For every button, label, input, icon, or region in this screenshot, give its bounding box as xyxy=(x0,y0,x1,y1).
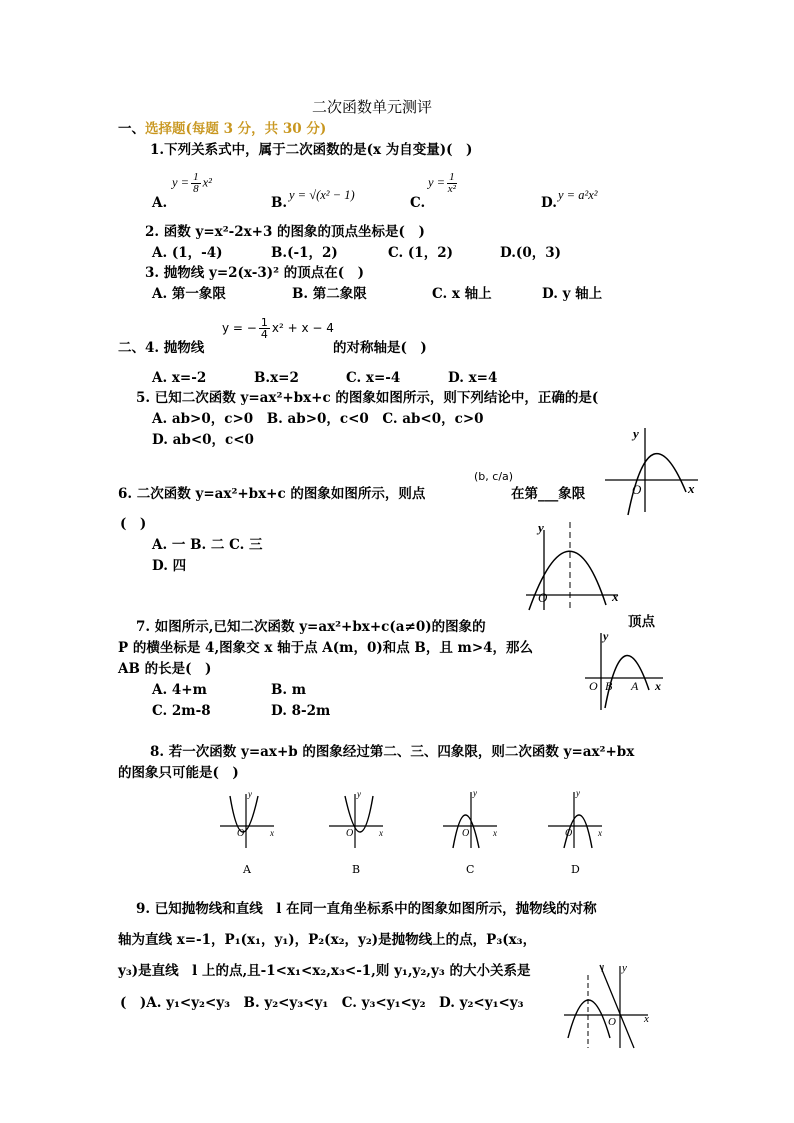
point-b-label: B xyxy=(605,679,613,693)
svg-text:y: y xyxy=(357,789,361,799)
q9-line1: 9. 已知抛物线和直线 l 在同一直角坐标系中的图象如图所示，抛物线的对称 xyxy=(136,901,597,917)
q4-option-a: A. x=-2 xyxy=(152,370,207,386)
q6-graph xyxy=(524,520,634,610)
q7-option-b: B. m xyxy=(271,682,307,698)
q1-formula-a: y = $\frac{1}{8}$ x² xyxy=(172,171,212,195)
q2-option-c: C. (1，2) xyxy=(388,245,453,261)
q2-option-a: A. (1，-4) xyxy=(152,245,223,261)
q3-option-a: A. 第一象限 xyxy=(152,286,226,302)
point-a-label: A xyxy=(631,679,639,693)
q7-option-d: D. 8-2m xyxy=(271,703,331,719)
q4-option-d: D. x=4 xyxy=(448,370,498,386)
q7-line1-tail: 顶点 xyxy=(628,614,655,630)
q4-suffix: 的对称轴是( ) xyxy=(333,340,427,356)
q8-graph-b xyxy=(327,788,387,850)
section-prefix: 一、 xyxy=(118,121,145,137)
q4-formula: y = − $\frac{1}{4}$ x² + x − 4 xyxy=(222,316,334,341)
q7-line3: AB 的长是( ) xyxy=(118,661,212,677)
x-axis-label: x xyxy=(612,589,619,604)
y-axis-label: y xyxy=(633,426,639,441)
q8-graph-a xyxy=(218,788,278,850)
svg-text:O: O xyxy=(462,828,470,839)
q8-graph-label-b: B xyxy=(352,863,361,876)
q9-line2: 轴为直线 x=-1，P₁(x₁，y₁)，P₂(x₂，y₂)是抛物线上的点，P₃(x₃， xyxy=(118,932,537,948)
x-axis-label: x xyxy=(644,1013,649,1025)
line-l-label: l xyxy=(601,963,605,975)
q6-paren: ( ) xyxy=(120,516,147,532)
q5-options-line1: A. ab>0，c>0 B. ab>0，c<0 C. ab<0，c>0 xyxy=(152,411,484,427)
q7-option-a: A. 4+m xyxy=(152,682,207,698)
x-axis-label: x xyxy=(688,481,695,496)
q8-line1: 8. 若一次函数 y=ax+b 的图象经过第二、三、四象限，则二次函数 y=ax²+bx xyxy=(150,744,635,760)
q6-options-line1: A. 一 B. 二 C. 三 xyxy=(152,537,263,553)
q3-option-b: B. 第二象限 xyxy=(292,286,367,302)
y-axis-label: y xyxy=(603,629,609,643)
svg-text:y: y xyxy=(576,788,580,798)
section-label: 选择题(每题 3 分，共 30 分) xyxy=(145,121,327,137)
q6-stem-a: 6. 二次函数 y=ax²+bx+c 的图象如图所示，则点 xyxy=(118,486,426,502)
svg-text:x: x xyxy=(493,828,497,838)
q9-graph xyxy=(562,960,658,1050)
x-axis-label: x xyxy=(655,679,661,693)
q8-graph-label-d: D xyxy=(571,863,580,876)
svg-text:O: O xyxy=(565,828,573,839)
q9-line4: ( )A. y₁<y₂<y₃ B. y₂<y₃<y₁ C. y₃<y₁<y₂ D. y₂<y₁<y₃ xyxy=(120,995,524,1011)
svg-text:x: x xyxy=(379,828,383,838)
q3-option-c: C. x 轴上 xyxy=(432,286,492,302)
q2-option-b: B.(-1，2) xyxy=(271,245,338,261)
q7-line1: 7. 如图所示,已知二次函数 y=ax²+bx+c(a≠0)的图象的 xyxy=(136,619,486,635)
q1-formula-c: y = $\frac{1}{\text{x²}}$ xyxy=(428,171,456,195)
y-axis-label: y xyxy=(622,962,627,974)
q8-graph-d xyxy=(546,788,606,850)
q5-graph xyxy=(600,420,710,515)
q8-graph-label-c: C xyxy=(466,863,475,876)
q5-stem: 5. 已知二次函数 y=ax²+bx+c 的图象如图所示，则下列结论中，正确的是( xyxy=(136,390,599,406)
q1-option-c: C. xyxy=(410,195,426,211)
q6-options-line2: D. 四 xyxy=(152,558,187,574)
q8-graph-c xyxy=(441,788,501,850)
q3-option-d: D. y 轴上 xyxy=(542,286,603,302)
q5-options-line2: D. ab<0，c<0 xyxy=(152,432,254,448)
q9-line3: y₃)是直线 l 上的点,且-1<x₁<x₂,x₃<-1,则 y₁,y₂,y₃ 的大小关系是 xyxy=(118,963,531,979)
svg-text:x: x xyxy=(598,828,602,838)
q4-option-c: C. x=-4 xyxy=(346,370,401,386)
q3-stem: 3. 抛物线 y=2(x-3)² 的顶点在( ) xyxy=(145,265,365,281)
q1-formula-d: y = a²x² xyxy=(558,188,598,202)
q2-stem: 2. 函数 y=x²-2x+3 的图象的顶点坐标是( ) xyxy=(145,224,425,240)
q1-option-b: B. xyxy=(271,195,288,211)
q1-option-d: D. xyxy=(541,195,557,211)
origin-label: O xyxy=(632,482,642,497)
section-header xyxy=(118,121,326,137)
y-axis-label: y xyxy=(538,520,544,535)
parabola xyxy=(568,1000,610,1038)
line-l xyxy=(600,965,634,1048)
q6-point: (b, c/a) xyxy=(474,470,514,483)
q1-option-a: A. xyxy=(152,195,168,211)
origin-label: O xyxy=(538,590,548,605)
page-title: 二次函数单元测评 xyxy=(312,98,433,116)
svg-text:y: y xyxy=(473,788,477,798)
q1-stem: 1.下列关系式中，属于二次函数的是(x 为自变量)( ) xyxy=(150,142,473,158)
q7-graph xyxy=(583,628,673,713)
q4-prefix: 二、4. 抛物线 xyxy=(118,340,205,356)
q8-graph-label-a: A xyxy=(243,863,251,876)
svg-text:O: O xyxy=(346,828,354,839)
q4-option-b: B.x=2 xyxy=(254,370,299,386)
q8-line2: 的图象只可能是( ) xyxy=(118,765,239,781)
q7-line2: P 的横坐标是 4,图象交 x 轴于点 A(m，0)和点 B，且 m>4，那么 xyxy=(118,640,534,656)
q6-stem-b: 在第___象限 xyxy=(511,486,586,502)
svg-text:y: y xyxy=(248,789,252,799)
svg-text:x: x xyxy=(270,828,274,838)
origin-label: O xyxy=(589,679,598,693)
q7-option-c: C. 2m-8 xyxy=(152,703,211,719)
svg-text:O: O xyxy=(237,828,245,839)
origin-label: O xyxy=(608,1016,616,1028)
q2-option-d: D.(0，3) xyxy=(500,245,561,261)
q1-formula-b: y = √(x² − 1) xyxy=(289,188,355,202)
